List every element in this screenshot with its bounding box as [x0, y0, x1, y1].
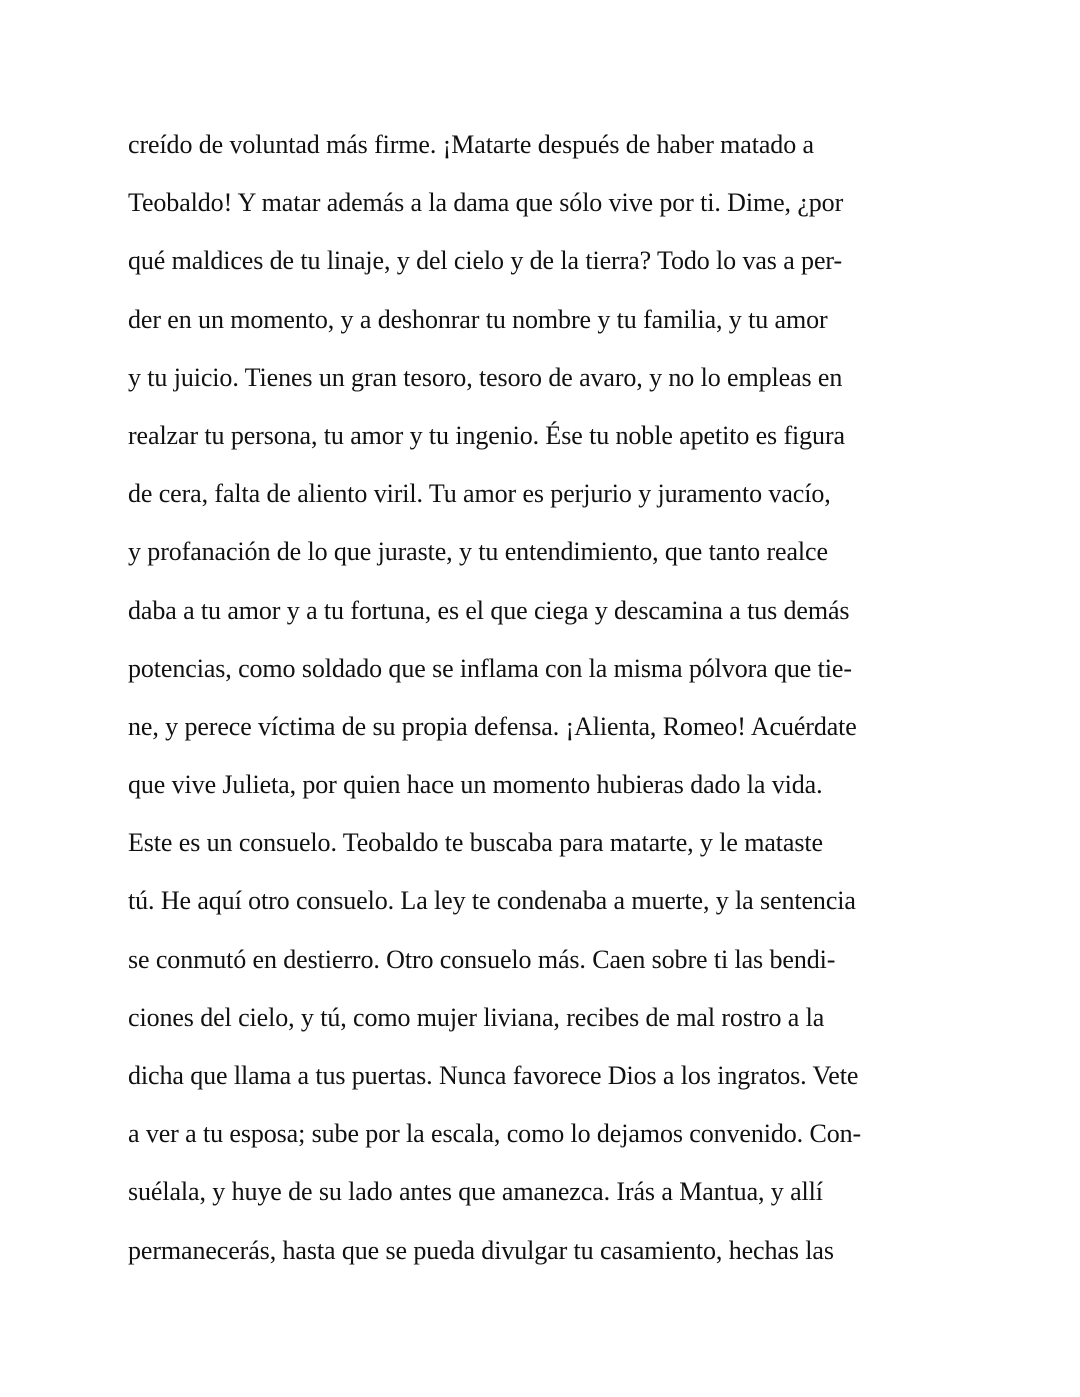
text-line: se conmutó en destierro. Otro consuelo más. Caen sobre ti las bendi- — [128, 944, 836, 974]
body-text — [128, 126, 928, 1290]
text-line: tú. He aquí otro consuelo. La ley te condenaba a muerte, y la sentencia — [128, 886, 856, 916]
text-line: realzar tu persona, tu amor y tu ingenio. Ése tu noble apetito es figura — [128, 420, 845, 450]
text-line: der en un momento, y a deshonrar tu nombre y tu familia, y tu amor — [128, 304, 828, 334]
text-line: creído de voluntad más firme. ¡Matarte después de haber matado a — [128, 130, 814, 159]
text-line: suélala, y huye de su lado antes que amanezca. Irás a Mantua, y allí — [128, 1177, 823, 1207]
text-line: permanecerás, hasta que se pueda divulgar tu casamiento, hechas las — [128, 1235, 834, 1265]
text-line: a ver a tu esposa; sube por la escala, como lo dejamos convenido. Con- — [128, 1119, 862, 1149]
text-line: daba a tu amor y a tu fortuna, es el que ciega y descamina a tus demás — [128, 595, 850, 625]
text-line: ne, y perece víctima de su propia defensa. ¡Alienta, Romeo! Acuérdate — [128, 711, 857, 741]
text-line: que vive Julieta, por quien hace un momento hubieras dado la vida. — [128, 770, 823, 800]
text-line: y profanación de lo que juraste, y tu entendimiento, que tanto realce — [128, 537, 828, 567]
text-line: ciones del cielo, y tú, como mujer liviana, recibes de mal rostro a la — [128, 1002, 825, 1032]
text-line: de cera, falta de aliento viril. Tu amor es perjurio y juramento vacío, — [128, 479, 831, 509]
text-line: Este es un consuelo. Teobaldo te buscaba para matarte, y le mataste — [128, 828, 823, 858]
text-line: y tu juicio. Tienes un gran tesoro, tesoro de avaro, y no lo empleas en — [128, 362, 843, 392]
text-line: qué maldices de tu linaje, y del cielo y de la tierra? Todo lo vas a per- — [128, 246, 842, 276]
text-line: Teobaldo! Y matar además a la dama que sólo vive por ti. Dime, ¿por — [128, 188, 844, 218]
text-line: dicha que llama a tus puertas. Nunca favorece Dios a los ingratos. Vete — [128, 1061, 859, 1090]
text-line: potencias, como soldado que se inflama con la misma pólvora que tie- — [128, 653, 852, 683]
